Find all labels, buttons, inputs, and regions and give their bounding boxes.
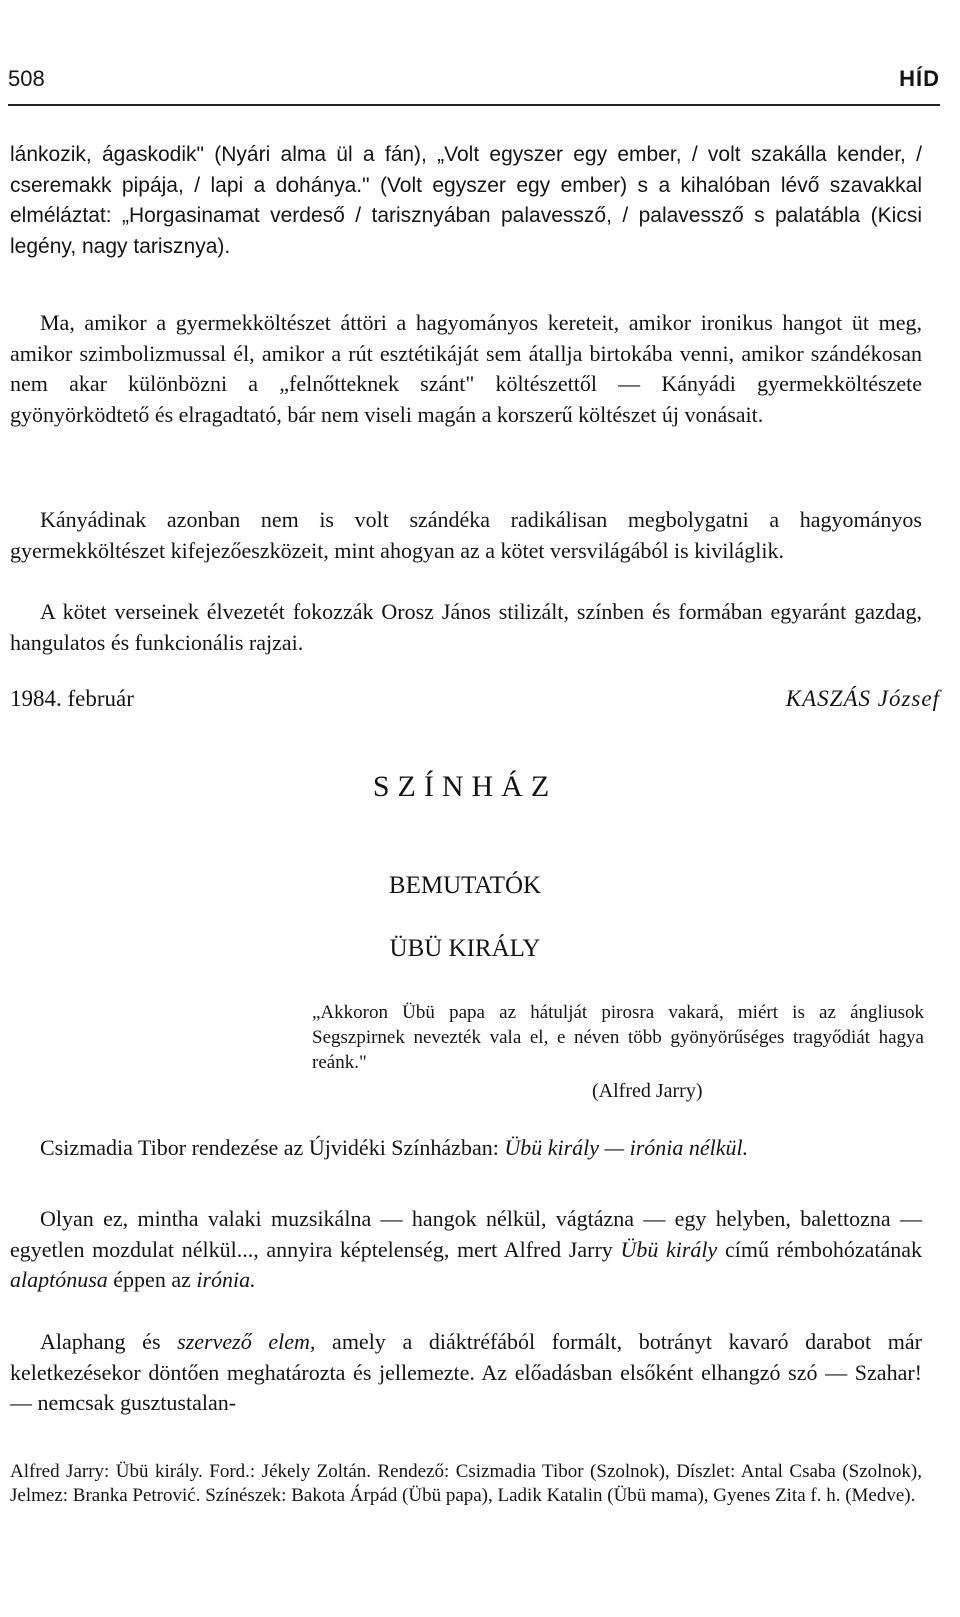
paragraph-5-text: Csizmadia Tibor rendezése az Újvidéki Színházban:: [40, 1135, 505, 1160]
page-number: 508: [8, 66, 45, 91]
header-rule: [8, 104, 940, 106]
subsection-title: BEMUTATÓK: [388, 872, 542, 899]
page-header: [8, 66, 940, 106]
paragraph-7-part-b: amely a diáktréfából formált, botrányt kavaró darabot már keletkezésekor döntően meghatározta és jellemezte. Az előadásban elsőként elhangzó szó — Szahar! — nemcsak gusztustalan-: [10, 1329, 923, 1415]
paragraph-6-emphasis-3: irónia.: [196, 1267, 256, 1292]
epigraph-source: (Alfred Jarry): [592, 1080, 703, 1102]
footnote: Alfred Jarry: Übü király. Ford.: Jékely Zoltán. Rendező: Csizmadia Tibor (Szolnok), Díszlet: Antal Csaba (Szolnok), Jelmez: Branka Petrović. Színészek: Bakota Árpád (Übü papa), Ladik Katalin (Übü mama), Gyenes Zita f. h. (Medve).: [10, 1461, 922, 1506]
paragraph-6-part-a: Olyan ez, mintha valaki muzsikálna — hangok nélkül, vágtázna — egy helyben, balettozna — egyetlen mozdulat nélkül..., annyira képtelenség, mert Alfred Jarry: [10, 1206, 922, 1262]
paragraph-7: [10, 1327, 922, 1419]
section-title: SZÍNHÁZ: [372, 770, 558, 803]
paragraph-7-part-a: Alaphang és: [40, 1329, 178, 1354]
paragraph-5-emphasis: Übü király — irónia nélkül.: [504, 1135, 749, 1160]
paragraph-6-emphasis-2: alaptónusa: [10, 1267, 108, 1292]
play-title: ÜBÜ KIRÁLY: [389, 935, 541, 962]
review-date: 1984. február: [10, 686, 134, 711]
epigraph-quote: „Akkoron Übü papa az hátulját pirosra vakará, miért is az ángliusok Segszpirnek nevezték vala el, e néven több gyönyörűséges tragyődiát hagya reánk.": [312, 1002, 924, 1073]
paragraph-5: [10, 1133, 922, 1164]
paragraph-3: Kányádinak azonban nem is volt szándéka radikálisan megbolygatni a hagyományos gyermekköltészet kifejezőeszközeit, mint ahogyan az a kötet versvilágából is kiviláglik.: [10, 507, 922, 563]
review-signoff: [10, 686, 940, 718]
paragraph-6: [10, 1204, 922, 1296]
paragraph-4: A kötet verseinek élvezetét fokozzák Orosz János stilizált, színben és formában egyaránt gazdag, hangulatos és funkcionális rajzai.: [10, 599, 922, 655]
journal-title: HÍD: [899, 66, 940, 91]
paragraph-6-part-b: című rémbohózatának: [717, 1236, 923, 1262]
review-author: KASZÁS József: [785, 686, 940, 711]
paragraph-1: lánkozik, ágaskodik" (Nyári alma ül a fán), „Volt egyszer egy ember, / volt szakálla kender, / cseremakk pipája, / lapi a dohánya." (Volt egyszer egy ember) s a kihalóban lévő szavakkal elméláztat: „Horgasinamat verdeső / tarisznyában palavessző, / palavessző s palatábla (Kicsi legény, nagy tarisznya).: [10, 143, 922, 258]
paragraph-6-emphasis-1: Übü király: [620, 1236, 718, 1262]
paragraph-2: Ma, amikor a gyermekköltészet áttöri a hagyományos kereteit, amikor ironikus hangot üt meg, amikor szimbolizmussal él, amikor a rút esztétikáját sem átallja birtokába venni, amikor szándékosan nem akar különbözni a „felnőtteknek szánt" költészettől — Kányádi gyermekköltészete gyönyörködtető és elragadtató, bár nem viseli magán a korszerű költészet új vonásait.: [10, 310, 922, 427]
paragraph-6-part-c: éppen az: [107, 1267, 197, 1292]
paragraph-7-emphasis: szervező elem,: [177, 1329, 316, 1354]
